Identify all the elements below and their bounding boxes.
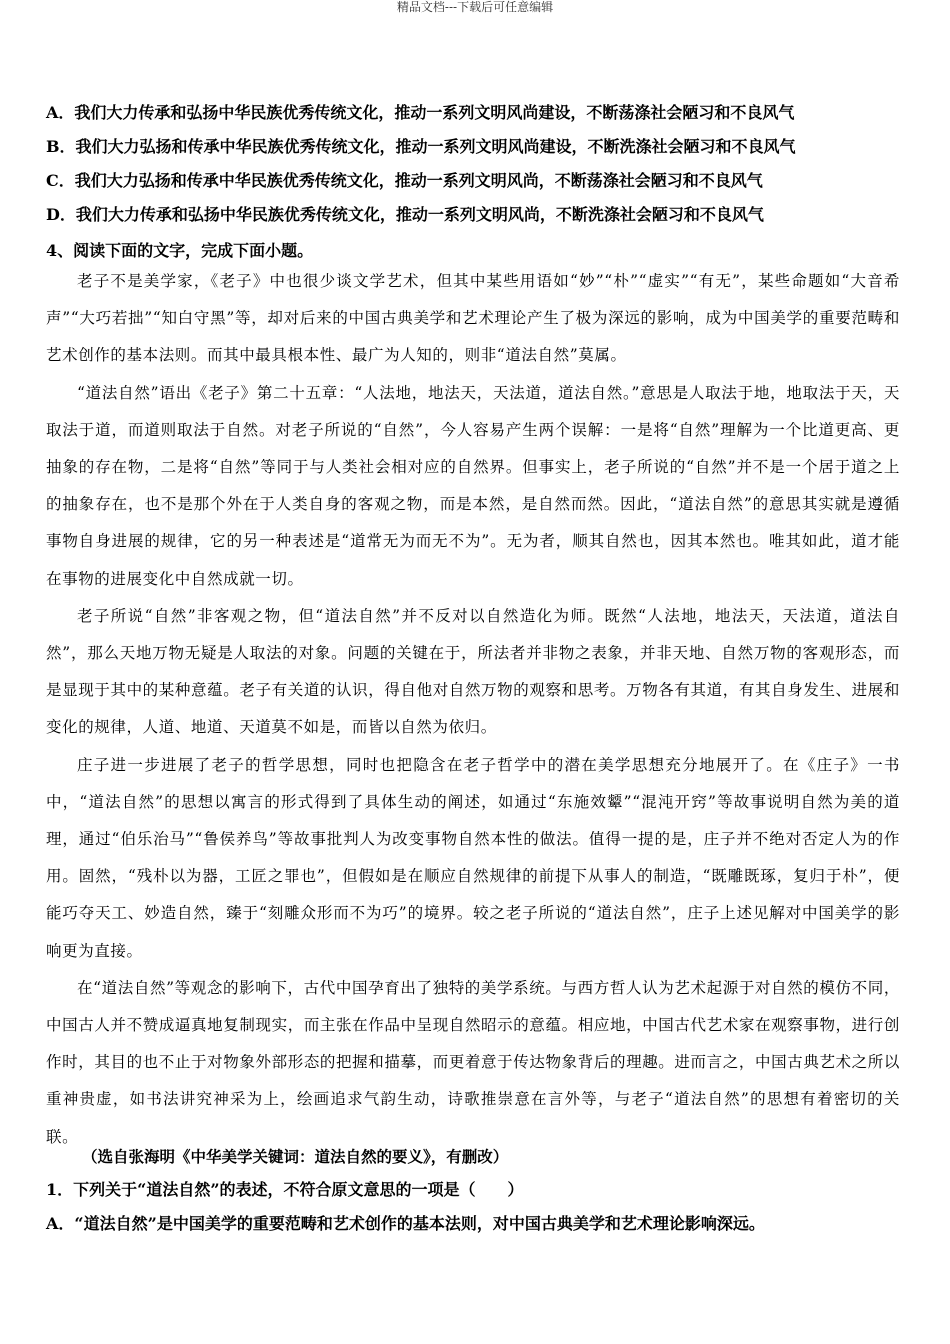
option-a: A．我们大力传承和弘扬中华民族优秀传统文化，推动一系列文明风尚建设，不断荡涤社会陋习和不良风气 xyxy=(46,103,795,122)
option-d: D．我们大力传承和弘扬中华民族优秀传统文化，推动一系列文明风尚，不断洗涤社会陋习和不良风气 xyxy=(46,205,764,224)
option-b: B．我们大力弘扬和传承中华民族优秀传统文化，推动一系列文明风尚建设，不断洗涤社会陋习和不良风气 xyxy=(46,137,796,156)
passage-paragraph-2: “道法自然”语出《老子》第二十五章：“人法地，地法天，天法道，道法自然。”意思是人取法于地，地取法于天，天取法于道，而道则取法于自然。对老子所说的“自然”，今人容易产生两个误解：一是将“自然”理解为一个比道更高、更抽象的存在物，二是将“自然”等同于与人类社会相对应的自然界。但事实上，老子所说的“自然”并不是一个居于道之上的抽象存在，也不是那个外在于人类自身的客观之物，而是本然，是自然而然。因此，“道法自然”的意思其实就是遵循事物自身进展的规律，它的另一种表述是“道常无为而无不为”。无为者，顺其自然也，因其本然也。唯其如此，道才能在事物的进展变化中自然成就一切。 xyxy=(46,383,900,588)
reading-passage xyxy=(46,263,900,1156)
passage-paragraph-3: 老子所说“自然”非客观之物，但“道法自然”并不反对以自然造化为师。既然“人法地，地法天，天法道，道法自然”，那么天地万物无疑是人取法的对象。问题的关键在于，所法者并非物之表象，并非天地、自然万物的客观形态，而是显现于其中的某种意蕴。老子有关道的认识，得自他对自然万物的观察和思考。万物各有其道，有其自身发生、进展和变化的规律，人道、地道、天道莫不如是，而皆以自然为依归。 xyxy=(46,606,900,737)
option-c: C．我们大力弘扬和传承中华民族优秀传统文化，推动一系列文明风尚，不断荡涤社会陋习和不良风气 xyxy=(46,171,763,190)
passage-paragraph-1: 老子不是美学家，《老子》中也很少谈文学艺术，但其中某些用语如“妙”“朴”“虚实”“有无”，某些命题如“大音希声”“大巧若拙”“知白守黑”等，却对后来的中国古典美学和艺术理论产生了极为深远的影响，成为中国美学的重要范畴和艺术创作的基本法则。而其中最具根本性、最广为人知的，则非“道法自然”莫属。 xyxy=(46,272,900,365)
page-header: 精品文档---下载后可任意编辑 xyxy=(396,0,554,14)
question-title: 4、阅读下面的文字，完成下面小题。 xyxy=(46,241,314,260)
passage-source: （选自张海明《中华美学关键词：道法自然的要义》，有删改） xyxy=(82,1147,509,1166)
sub-question-1: 1．下列关于“道法自然”的表述，不符合原文意思的一项是（ ） xyxy=(46,1180,524,1199)
passage-paragraph-4: 庄子进一步进展了老子的哲学思想，同时也把隐含在老子哲学中的潜在美学思想充分地展开了。在《庄子》一书中，“道法自然”的思想以寓言的形式得到了具体生动的阐述，如通过“东施效颦”“混沌开窍”等故事说明自然为美的道理，通过“伯乐治马”“鲁侯养鸟”等故事批判人为改变事物自然本性的做法。值得一提的是，庄子并不绝对否定人为的作用。固然，“残朴以为器，工匠之罪也”，但假如是在顺应自然规律的前提下从事人的制造，“既雕既琢，复归于朴”，便能巧夺天工、妙造自然，臻于“刻雕众形而不为巧”的境界。较之老子所说的“道法自然”，庄子上述见解对中国美学的影响更为直接。 xyxy=(46,755,900,960)
answer-options xyxy=(46,96,916,232)
sub-question-1-option-a: A．“道法自然”是中国美学的重要范畴和艺术创作的基本法则，对中国古典美学和艺术理论影响深远。 xyxy=(46,1214,765,1233)
passage-paragraph-5: 在“道法自然”等观念的影响下，古代中国孕育出了独特的美学系统。与西方哲人认为艺术起源于对自然的模仿不同，中国古人并不赞成逼真地复制现实，而主张在作品中呈现自然昭示的意蕴。相应地，中国古代艺术家在观察事物，进行创作时，其目的也不止于对物象外部形态的把握和描摹，而更着意于传达物象背后的理趣。进而言之，中国古典艺术之所以重神贵虚，如书法讲究神采为上，绘画追求气韵生动，诗歌推崇意在言外等，与老子“道法自然”的思想有着密切的关联。 xyxy=(46,978,900,1146)
